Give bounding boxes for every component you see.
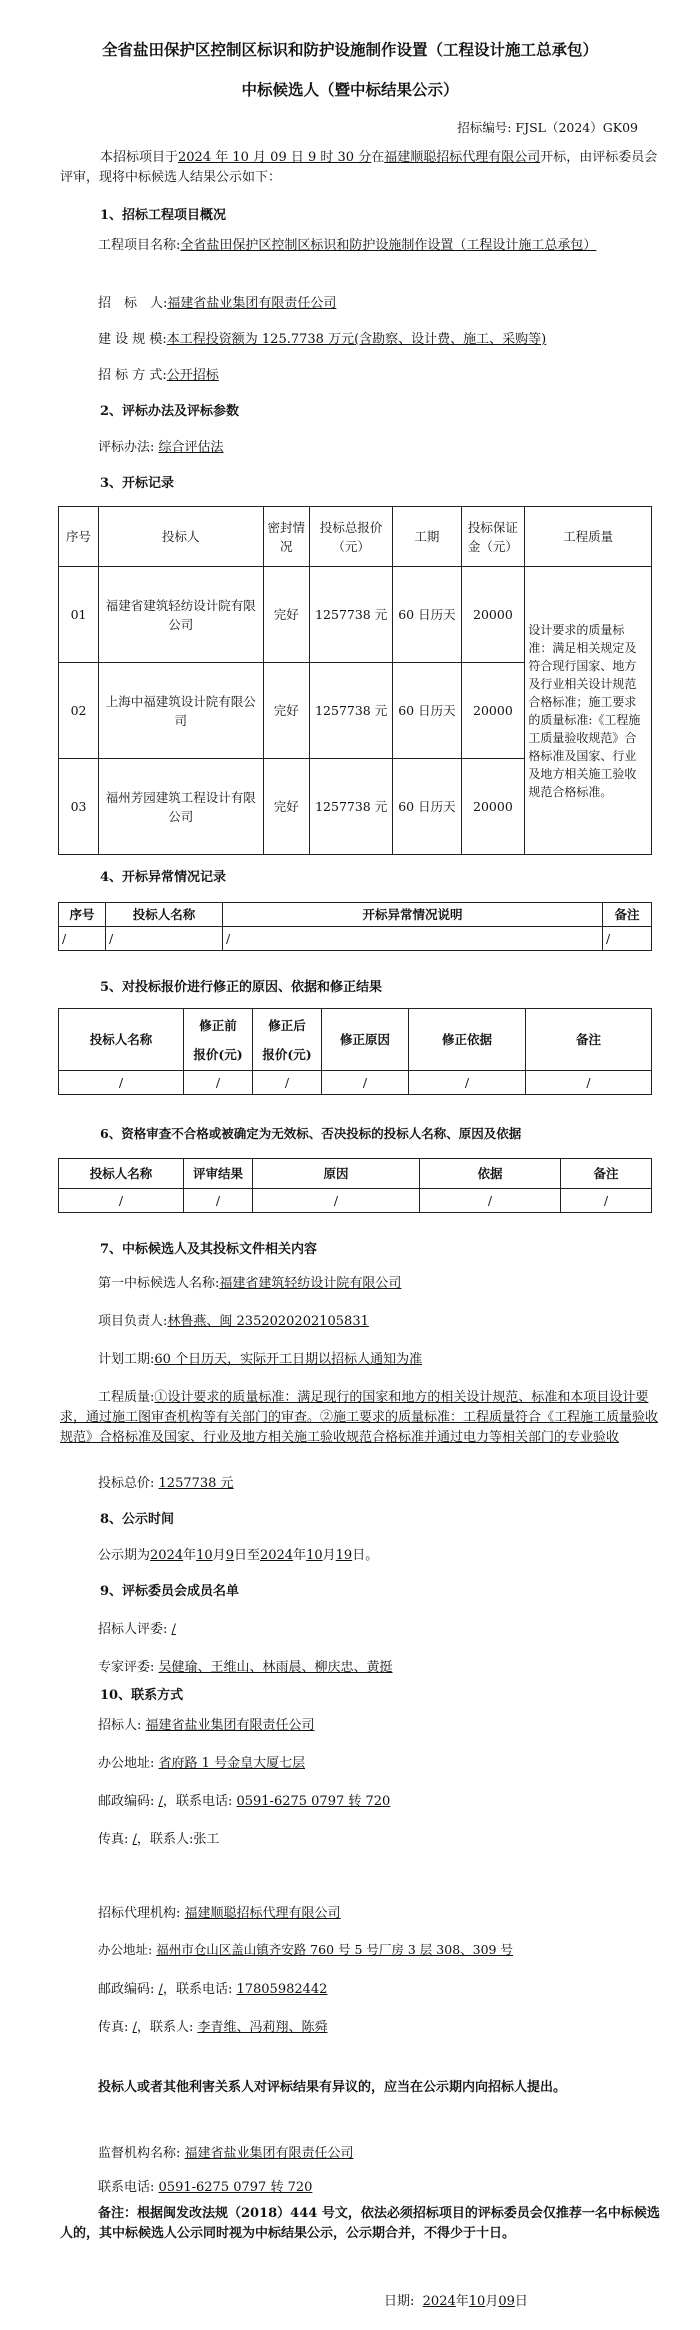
- header-no: 序号: [59, 507, 99, 567]
- schedule-row: 计划工期:60 个日历天，实际开工日期以招标人通知为准: [98, 1352, 423, 1367]
- supervision-phone-row: 联系电话: 0591-6275 0797 转 720: [98, 2180, 313, 2195]
- page-subtitle: 中标候选人（暨中标结果公示）: [241, 80, 459, 99]
- tenderer-reviewer-row: 招标人评委: /: [98, 1622, 176, 1637]
- evaluation-method-row: 评标办法: 综合评估法: [98, 440, 224, 455]
- table-row: / / / / / /: [59, 1071, 652, 1095]
- section-heading-8: 8、公示时间: [100, 1512, 175, 1527]
- section-heading-9: 9、评标委员会成员名单: [100, 1584, 240, 1599]
- tenderer-row: 招 标 人:福建省盐业集团有限责任公司: [98, 296, 337, 311]
- section-heading-5: 5、对投标报价进行修正的原因、依据和修正结果: [100, 980, 383, 995]
- remark-paragraph: 备注：根据闽发改法规（2018）444 号文，依法必须招标项目的评标委员会仅推荐一名中标候选人的，其中标候选人公示同时视为中标结果公示，公示期合并，不得少于十日。: [60, 2206, 660, 2241]
- objection-notice: 投标人或者其他利害关系人对评标结果有异议的，应当在公示期内向招标人提出。: [98, 2080, 567, 2095]
- table-row: 02 上海中福建筑设计院有限公司 完好 1257738 元 60 日历天 20000: [59, 663, 652, 759]
- bid-opening-table: [58, 506, 652, 855]
- section-heading-6: 6、资格审查不合格或被确定为无效标、否决投标的投标人名称、原因及依据: [100, 1126, 522, 1141]
- contact-tenderer-row: 招标人: 福建省盐业集团有限责任公司: [98, 1718, 315, 1733]
- method-row: 招 标 方 式:公开招标: [98, 368, 219, 383]
- abnormal-table: 序号 投标人名称 开标异常情况说明 备注 / / / /: [58, 902, 652, 951]
- section-heading-1: 1、招标工程项目概况: [100, 208, 227, 223]
- agency-address-row: 办公地址: 福州市仓山区盖山镇齐安路 760 号 5 号厂房 3 层 308、309 号: [98, 1942, 513, 1957]
- contact-fax-person-row: 传真: /，联系人:张工: [98, 1832, 220, 1847]
- header-period: 工期: [393, 507, 461, 567]
- invalid-table: 投标人名称 评审结果 原因 依据 备注 / / / / /: [58, 1158, 652, 1213]
- correction-table: 投标人名称 修正前 报价(元) 修正后 报价(元) 修正原因 修正依据 备注 / / / / / /: [58, 1008, 652, 1095]
- page-title: 全省盐田保护区控制区标识和防护设施制作设置（工程设计施工总承包）: [101, 40, 598, 59]
- header-price: 投标总报价（元）: [310, 507, 393, 567]
- header-deposit: 投标保证金（元）: [461, 507, 525, 567]
- project-name-row: 工程项目名称:全省盐田保护区控制区标识和防护设施制作设置（工程设计施工总承包）: [98, 238, 597, 253]
- quality-cell: 设计要求的质量标准：满足相关规定及符合现行国家、地方及行业相关设计规范合格标准；施工要求的质量标准:《工程施工质量验收规范》合格标准及国家、行业及地方相关施工验收规范合格标准。: [525, 567, 652, 855]
- price-row: 投标总价: 1257738 元: [98, 1476, 234, 1491]
- table-row: 01 福建省建筑轻纺设计院有限公司 完好 1257738 元 60 日历天 20000 设计要求的质量标准：满足相关规定及符合现行国家、地方及行业相关设计规范合格标准；施工要求的质量标准:《工程施工质量验收规范》合格标准及国家、行业及地方相关施工验收规范合格标准。: [59, 567, 652, 663]
- section-heading-2: 2、评标办法及评标参数: [100, 404, 240, 419]
- first-candidate-row: 第一中标候选人名称:福建省建筑轻纺设计院有限公司: [98, 1276, 402, 1291]
- section-heading-3: 3、开标记录: [100, 476, 175, 491]
- section-heading-4: 4、开标异常情况记录: [100, 870, 227, 885]
- header-bidder: 投标人: [99, 507, 263, 567]
- scale-row: 建 设 规 模:本工程投资额为 125.7738 万元(含勘察、设计费、施工、采购等): [98, 332, 547, 347]
- bid-number: 招标编号: FJSL（2024）GK09: [457, 120, 638, 135]
- table-row: / / / / /: [59, 1189, 652, 1213]
- agency-row: 招标代理机构: 福建顺聪招标代理有限公司: [98, 1906, 341, 1921]
- agency-fax-person-row: 传真: /，联系人: 李青维、冯莉翔、陈舜: [98, 2020, 328, 2035]
- agency-zip-phone-row: 邮政编码: /，联系电话: 17805982442: [98, 1982, 328, 1997]
- intro-paragraph: 本招标项目于2024 年 10 月 09 日 9 时 30 分在福建顺聪招标代理有限公司开标，由评标委员会评审，现将中标候选人结果公示如下：: [60, 150, 658, 185]
- section-heading-10: 10、联系方式: [100, 1688, 184, 1703]
- header-quality: 工程质量: [525, 507, 652, 567]
- header-seal: 密封情况: [263, 507, 310, 567]
- project-manager-row: 项目负责人:林鲁燕、闽 2352020202105831: [98, 1314, 369, 1329]
- publicity-period: 公示期为2024年10月9日至2024年10月19日。: [98, 1548, 379, 1563]
- contact-zip-phone-row: 邮政编码: /，联系电话: 0591-6275 0797 转 720: [98, 1794, 391, 1809]
- quality-row: 工程质量:①设计要求的质量标准：满足现行的国家和地方的相关设计规范、标准和本项目设计要求，通过施工图审查机构等有关部门的审查。②施工要求的质量标准：工程质量符合《工程施工质量验收规范》合格标准及国家、行业及地方相关施工验收规范合格标准并通过电力等相关部门的专业验收: [60, 1390, 659, 1445]
- contact-address-row: 办公地址: 省府路 1 号金皇大厦七层: [98, 1756, 306, 1771]
- footer-date: 日期: 2024年10月09日: [384, 2294, 528, 2309]
- table-row: 03 福州芳园建筑工程设计有限公司 完好 1257738 元 60 日历天 20000: [59, 759, 652, 855]
- expert-reviewers-row: 专家评委: 吴健瑜、王维山、林雨晨、柳庆忠、黄挺: [98, 1660, 393, 1675]
- table-row: / / / /: [59, 927, 652, 951]
- section-heading-7: 7、中标候选人及其投标文件相关内容: [100, 1242, 318, 1257]
- supervision-org-row: 监督机构名称: 福建省盐业集团有限责任公司: [98, 2146, 354, 2161]
